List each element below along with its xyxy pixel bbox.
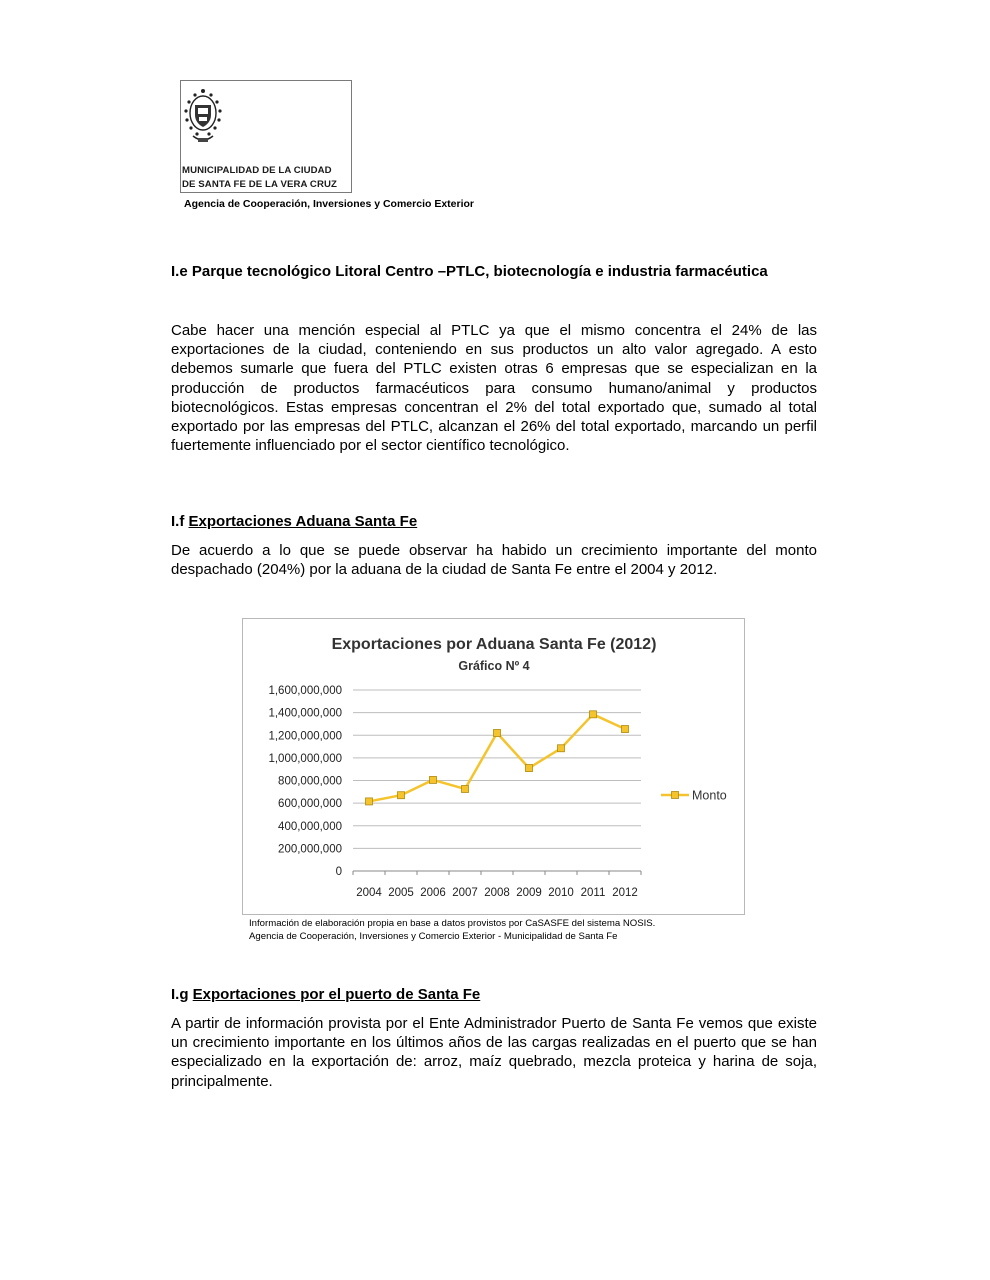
chart-x-tick-label: 2009 [516, 887, 542, 899]
section-g-title: Exportaciones por el puerto de Santa Fe [192, 986, 481, 1003]
chart-source-line1: Información de elaboración propia en base a datos provistos por CaSASFE del sistema NOSIS. [249, 918, 656, 929]
chart-x-tick-label: 2007 [452, 887, 478, 899]
chart-y-tick-labels [268, 685, 342, 878]
chart-data-point [558, 745, 565, 752]
chart-x-tick-label: 2006 [420, 887, 446, 899]
section-f-heading [171, 512, 817, 532]
chart-data-point [494, 729, 501, 736]
section-e-heading: I.e Parque tecnológico Litoral Centro –PTLC, biotecnología e industria farmacéutica [171, 263, 768, 280]
chart-data-point [398, 792, 405, 799]
section-f-title: Exportaciones Aduana Santa Fe [188, 513, 418, 530]
chart-y-tick-label: 600,000,000 [278, 798, 342, 811]
chart-subtitle: Gráfico Nº 4 [458, 659, 530, 673]
section-e-body: Cabe hacer una mención especial al PTLC ya que el mismo concentra el 24% de las exportaciones de la ciudad, conteniendo en sus productos un alto valor agregado. A esto debemos sumarle que fuera del PTLC existen otras 6 empresas que se especializan en la producción de productos farmacéuticos para consumo humano/animal y productos biotecnológicos. Estas empresas concentran el 2% del total exportado que, sumado al total exportado por las empresas del PTLC, alcanzan el 26% del total exportado, marcando un perfil fuertemente influenciado por el sector científico tecnológico. [171, 322, 817, 455]
section-f-body: De acuerdo a lo que se puede observar ha habido un crecimiento importante del monto despachado (204%) por la aduana de la ciudad de Santa Fe entre el 2004 y 2012. [171, 542, 817, 579]
chart-x-tick-label: 2008 [484, 887, 510, 899]
legend-label: Monto [692, 788, 727, 803]
chart-y-tick-label: 200,000,000 [278, 843, 342, 856]
section-g-prefix: I.g [171, 986, 189, 1003]
chart-title: Exportaciones por Aduana Santa Fe (2012) [331, 636, 657, 653]
chart-y-tick-label: 1,000,000,000 [268, 752, 342, 765]
municipal-seal-icon [181, 83, 225, 145]
chart-y-tick-label: 1,600,000,000 [268, 685, 342, 697]
chart-y-tick-label: 0 [335, 866, 342, 878]
municipality-name-line1: MUNICIPALIDAD DE LA CIUDAD [182, 165, 332, 176]
section-g-heading [171, 985, 817, 1005]
chart-y-tick-label: 400,000,000 [278, 820, 342, 833]
chart-y-tick-label: 800,000,000 [278, 775, 342, 788]
chart-data-point [526, 765, 533, 772]
exports-chart [242, 618, 745, 915]
chart-x-tick-label: 2010 [548, 887, 574, 899]
chart-data-point [366, 798, 373, 805]
chart-y-tick-label: 1,200,000,000 [268, 730, 342, 743]
chart-y-tick-label: 1,400,000,000 [268, 707, 342, 720]
agency-name: Agencia de Cooperación, Inversiones y Comercio Exterior [184, 198, 475, 210]
municipality-name-line2: DE SANTA FE DE LA VERA CRUZ [182, 179, 337, 190]
chart-x-tick-label: 2011 [580, 887, 606, 899]
chart-data-point [622, 726, 629, 733]
chart-data-point [590, 711, 597, 718]
chart-legend [661, 789, 727, 803]
municipality-logo [180, 80, 352, 193]
chart-x-tick-labels [356, 887, 638, 899]
chart-source-note [249, 917, 655, 943]
chart-x-tick-label: 2004 [356, 887, 382, 899]
chart-x-tick-label: 2012 [612, 887, 638, 899]
chart-source-line2: Agencia de Cooperación, Inversiones y Comercio Exterior - Municipalidad de Santa Fe [249, 931, 618, 942]
section-f-prefix: I.f [171, 513, 185, 530]
legend-marker [672, 792, 679, 799]
chart-data-point [462, 785, 469, 792]
chart-data-point [430, 776, 437, 783]
exports-chart-svg [243, 619, 744, 914]
section-g-body: A partir de información provista por el Ente Administrador Puerto de Santa Fe vemos que existe un crecimiento importante en los últimos años de las cargas realizadas en el puerto que se han especializado en la exportación de: arroz, maíz quebrado, mezcla proteica y harina de soja, principalmente. [171, 1015, 817, 1090]
chart-x-tick-label: 2005 [388, 887, 414, 899]
